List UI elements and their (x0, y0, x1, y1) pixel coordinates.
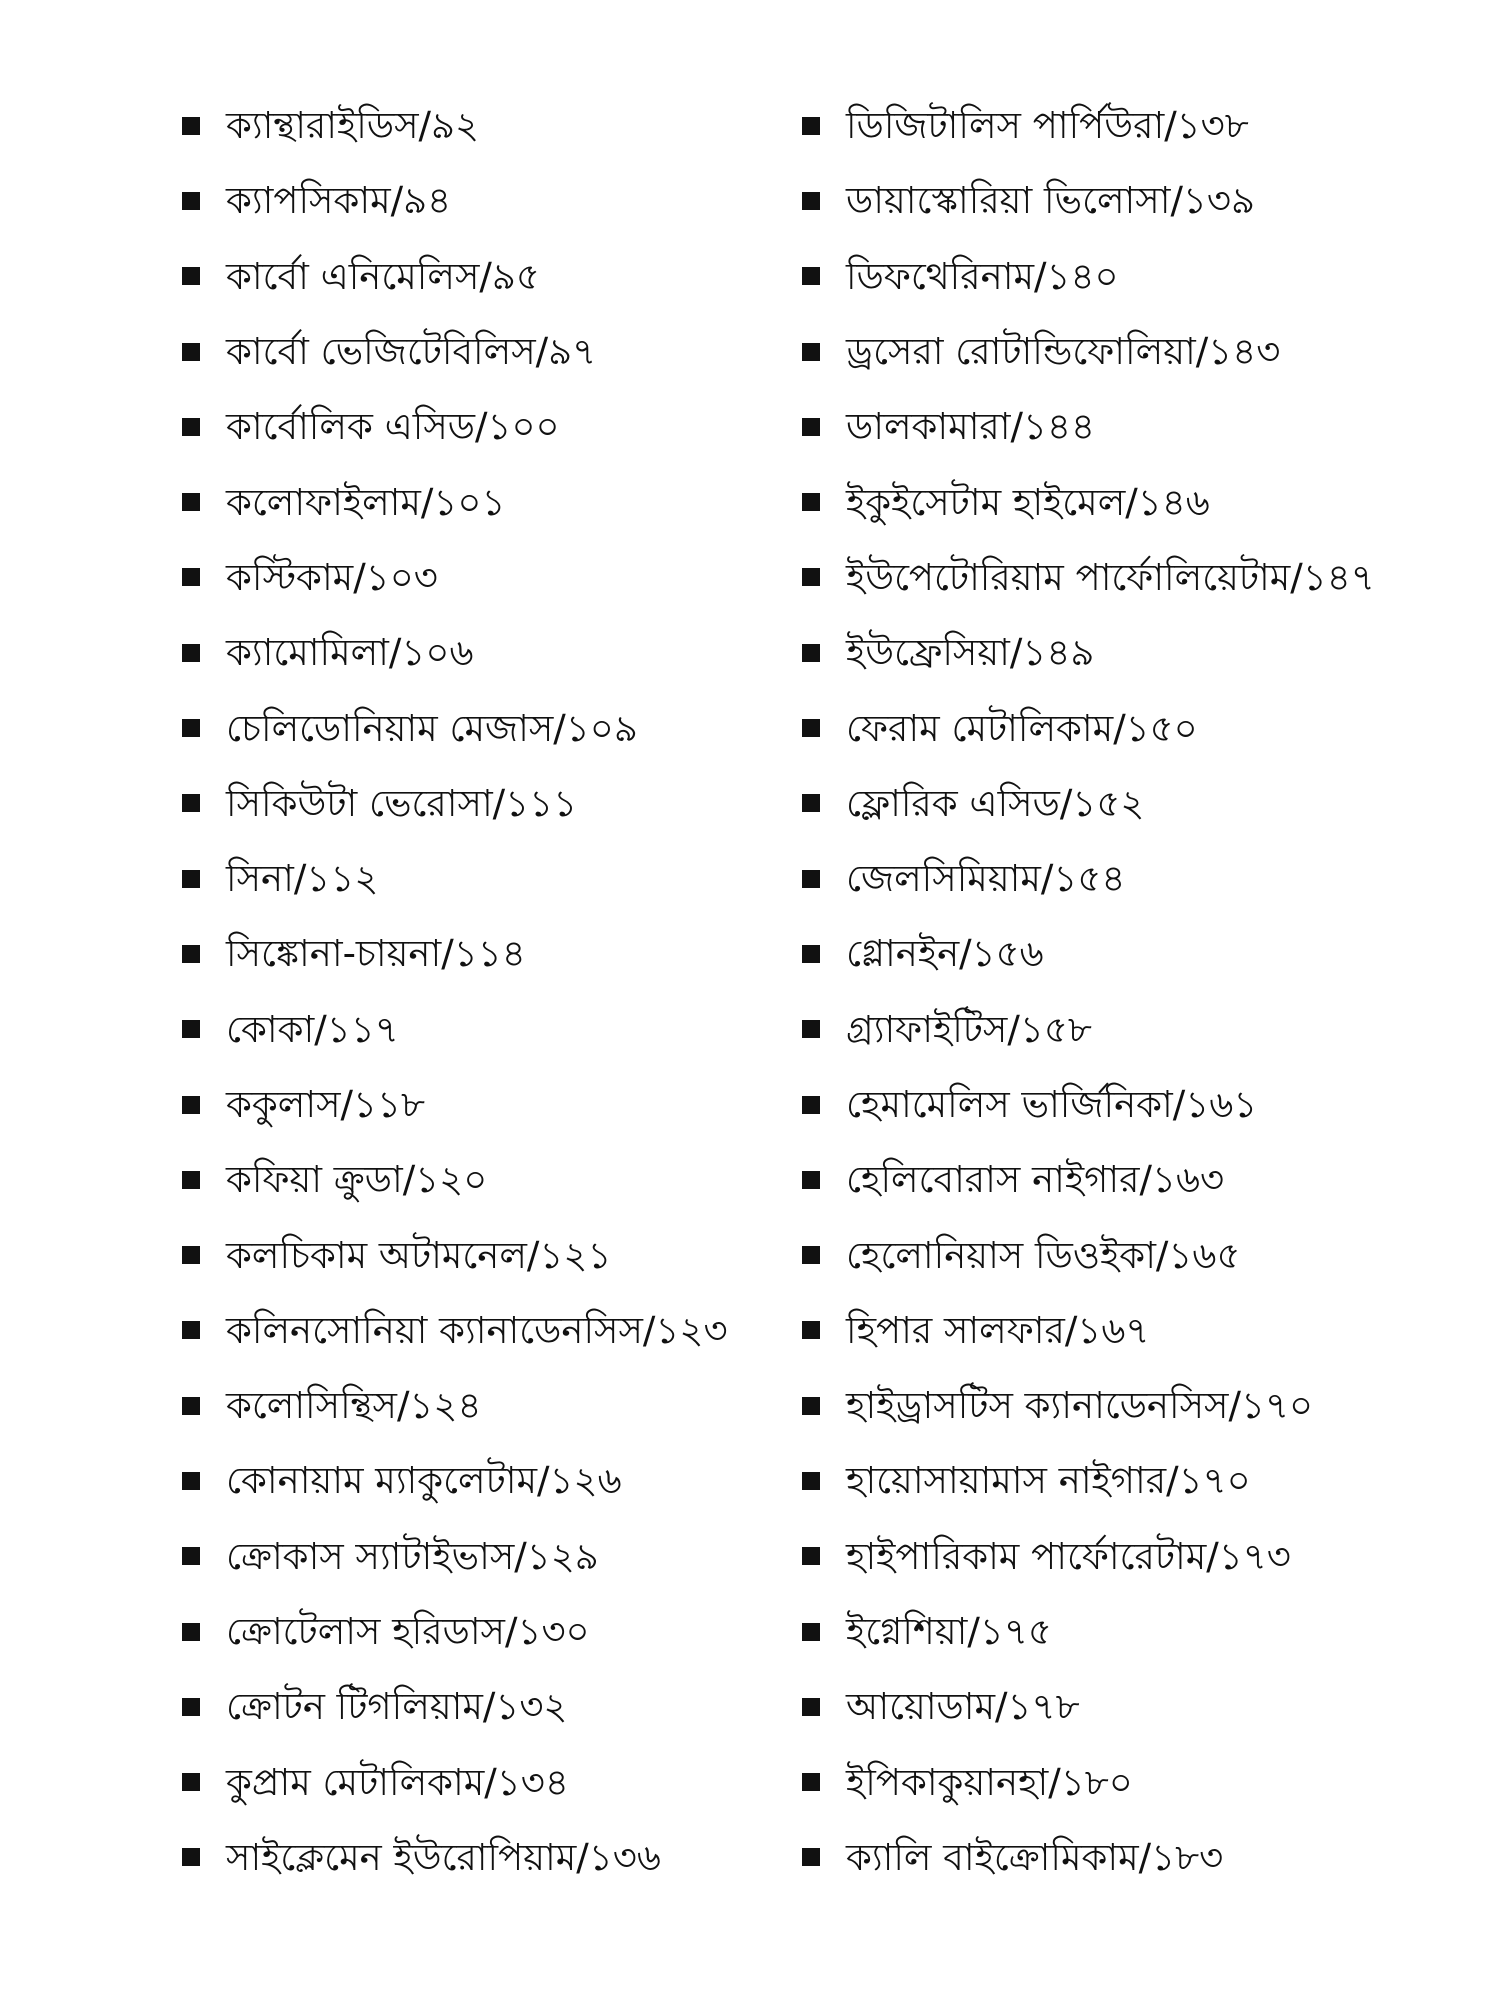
entry-text: সিকিউটা ভেরোসা/১১১ (226, 781, 578, 825)
square-bullet-icon (182, 1472, 200, 1490)
square-bullet-icon (182, 1698, 200, 1716)
entry-text: সাইক্লেমেন ইউরোপিয়াম/১৩৬ (226, 1835, 661, 1879)
square-bullet-icon (182, 1246, 200, 1264)
index-entry (802, 1820, 1402, 1895)
entry-text: কোকা/১১৭ (226, 1007, 399, 1051)
index-entry (802, 1443, 1402, 1518)
entry-text: ক্রোটেলাস হরিডাস/১৩০ (226, 1610, 590, 1654)
index-entry (802, 766, 1402, 841)
square-bullet-icon (802, 1246, 820, 1264)
entry-text: কলোসিন্থিস/১২৪ (226, 1384, 482, 1428)
index-entry (182, 239, 782, 314)
entry-text: ডিজিটালিস পার্পিউরা/১৩৮ (846, 104, 1249, 148)
entry-text: কলচিকাম অটামনেল/১২১ (226, 1233, 612, 1277)
index-entry (182, 1820, 782, 1895)
square-bullet-icon (802, 1848, 820, 1866)
square-bullet-icon (182, 1397, 200, 1415)
index-entry (802, 540, 1402, 615)
index-entry (182, 1519, 782, 1594)
square-bullet-icon (182, 493, 200, 511)
index-entry (182, 389, 782, 464)
entry-text: ক্যালি বাইক্রোমিকাম/১৮৩ (846, 1835, 1224, 1879)
entry-text: গ্লোনইন/১৫৬ (846, 932, 1044, 976)
square-bullet-icon (182, 1321, 200, 1339)
square-bullet-icon (802, 192, 820, 210)
square-bullet-icon (802, 418, 820, 436)
index-entry (182, 1594, 782, 1669)
entry-text: হাইপারিকাম পার্ফোরেটাম/১৭৩ (846, 1534, 1291, 1578)
index-entry (802, 1067, 1402, 1142)
index-entry (182, 163, 782, 238)
entry-text: ডায়াস্কোরিয়া ভিলোসা/১৩৯ (846, 179, 1255, 223)
square-bullet-icon (802, 1547, 820, 1565)
square-bullet-icon (182, 1020, 200, 1038)
square-bullet-icon (182, 192, 200, 210)
square-bullet-icon (802, 1397, 820, 1415)
entry-text: ক্যান্থারাইডিস/৯২ (226, 104, 480, 148)
index-entry (802, 1745, 1402, 1820)
index-entry (802, 916, 1402, 991)
square-bullet-icon (802, 1773, 820, 1791)
index-entry (182, 766, 782, 841)
square-bullet-icon (182, 945, 200, 963)
entry-text: হাইড্রাসটিস ক্যানাডেনসিস/১৭০ (846, 1384, 1314, 1428)
square-bullet-icon (802, 117, 820, 135)
index-entry (802, 841, 1402, 916)
index-entry (182, 690, 782, 765)
index-entry (802, 88, 1402, 163)
index-entry (182, 1217, 782, 1292)
square-bullet-icon (182, 870, 200, 888)
entry-text: কলোফাইলাম/১০১ (226, 480, 506, 524)
square-bullet-icon (802, 1096, 820, 1114)
square-bullet-icon (802, 870, 820, 888)
index-entry (182, 464, 782, 539)
square-bullet-icon (802, 1698, 820, 1716)
square-bullet-icon (182, 117, 200, 135)
left-column-list (182, 88, 782, 1895)
index-entry (182, 88, 782, 163)
square-bullet-icon (182, 1171, 200, 1189)
index-entry (182, 1293, 782, 1368)
index-entry (802, 1519, 1402, 1594)
index-entry (802, 690, 1402, 765)
entry-text: কস্টিকাম/১০৩ (226, 555, 438, 599)
square-bullet-icon (802, 794, 820, 812)
square-bullet-icon (802, 945, 820, 963)
square-bullet-icon (802, 644, 820, 662)
index-entry (182, 1067, 782, 1142)
index-entry (802, 1142, 1402, 1217)
index-entry (182, 615, 782, 690)
square-bullet-icon (182, 343, 200, 361)
index-entry (182, 540, 782, 615)
entry-text: চেলিডোনিয়াম মেজাস/১০৯ (226, 706, 638, 750)
square-bullet-icon (802, 719, 820, 737)
square-bullet-icon (802, 343, 820, 361)
entry-text: আয়োডাম/১৭৮ (846, 1685, 1080, 1729)
entry-text: ইউফ্রেসিয়া/১৪৯ (846, 631, 1095, 675)
entry-text: কার্বো ভেজিটেবিলিস/৯৭ (226, 330, 597, 374)
entry-text: গ্র্যাফাইটিস/১৫৮ (846, 1007, 1092, 1051)
entry-text: ডালকামারা/১৪৪ (846, 405, 1095, 449)
entry-text: ক্রোকাস স্যাটাইভাস/১২৯ (226, 1534, 599, 1578)
index-entry (182, 992, 782, 1067)
entry-text: সিঙ্কোনা-চায়না/১১৪ (226, 932, 526, 976)
square-bullet-icon (802, 267, 820, 285)
square-bullet-icon (802, 1020, 820, 1038)
entry-text: ক্যাপসিকাম/৯৪ (226, 179, 452, 223)
square-bullet-icon (182, 1773, 200, 1791)
entry-text: জেলসিমিয়াম/১৫৪ (846, 857, 1126, 901)
square-bullet-icon (802, 568, 820, 586)
index-entry (182, 1142, 782, 1217)
entry-text: ড্রসেরা রোটান্ডিফোলিয়া/১৪৩ (846, 330, 1281, 374)
square-bullet-icon (182, 794, 200, 812)
square-bullet-icon (802, 1321, 820, 1339)
index-entry (182, 916, 782, 991)
square-bullet-icon (182, 1623, 200, 1641)
entry-text: ফ্লোরিক এসিড/১৫২ (846, 781, 1145, 825)
square-bullet-icon (802, 1472, 820, 1490)
right-column-list (802, 88, 1402, 1895)
index-entry (802, 1669, 1402, 1744)
index-entry (802, 1594, 1402, 1669)
index-entry (802, 239, 1402, 314)
square-bullet-icon (182, 1848, 200, 1866)
entry-text: সিনা/১১২ (226, 857, 379, 901)
index-entry (802, 1293, 1402, 1368)
entry-text: হেলিবোরাস নাইগার/১৬৩ (846, 1158, 1225, 1202)
entry-text: ডিফথেরিনাম/১৪০ (846, 254, 1119, 298)
square-bullet-icon (802, 493, 820, 511)
entry-text: কফিয়া ক্রুডা/১২০ (226, 1158, 488, 1202)
entry-text: হিপার সালফার/১৬৭ (846, 1308, 1150, 1352)
square-bullet-icon (182, 267, 200, 285)
index-entry (182, 1745, 782, 1820)
square-bullet-icon (182, 1547, 200, 1565)
square-bullet-icon (182, 719, 200, 737)
square-bullet-icon (182, 568, 200, 586)
entry-text: কার্বো এনিমেলিস/৯৫ (226, 254, 540, 298)
square-bullet-icon (802, 1623, 820, 1641)
index-entry (802, 389, 1402, 464)
entry-text: কোনায়াম ম্যাকুলেটাম/১২৬ (226, 1459, 622, 1503)
entry-text: ইকুইসেটাম হাইমেল/১৪৬ (846, 480, 1210, 524)
entry-text: ইগ্নেশিয়া/১৭৫ (846, 1610, 1052, 1654)
index-entry (182, 1669, 782, 1744)
square-bullet-icon (802, 1171, 820, 1189)
entry-text: ইউপেটোরিয়াম পার্ফোলিয়েটাম/১৪৭ (846, 555, 1375, 599)
entry-text: কলিনসোনিয়া ক্যানাডেনসিস/১২৩ (226, 1308, 728, 1352)
entry-text: ইপিকাকুয়ানহা/১৮০ (846, 1760, 1133, 1804)
entry-text: ফেরাম মেটালিকাম/১৫০ (846, 706, 1198, 750)
entry-text: হেমামেলিস ভার্জিনিকা/১৬১ (846, 1083, 1258, 1126)
square-bullet-icon (182, 1096, 200, 1114)
index-entry (802, 464, 1402, 539)
index-entry (802, 314, 1402, 389)
square-bullet-icon (182, 418, 200, 436)
index-entry (802, 992, 1402, 1067)
index-entry (802, 615, 1402, 690)
square-bullet-icon (182, 644, 200, 662)
entry-text: কার্বোলিক এসিড/১০০ (226, 405, 560, 449)
entry-text: হেলোনিয়াস ডিওইকা/১৬৫ (846, 1233, 1241, 1277)
index-entry (802, 163, 1402, 238)
entry-text: ক্রোটন টিগলিয়াম/১৩২ (226, 1685, 568, 1729)
entry-text: ক্যামোমিলা/১০৬ (226, 631, 474, 675)
entry-text: ককুলাস/১১৮ (226, 1083, 426, 1126)
index-entry (802, 1217, 1402, 1292)
index-entry (182, 314, 782, 389)
entry-text: কুপ্রাম মেটালিকাম/১৩৪ (226, 1760, 569, 1804)
index-entry (802, 1368, 1402, 1443)
index-entry (182, 1368, 782, 1443)
entry-text: হায়োসায়ামাস নাইগার/১৭০ (846, 1459, 1251, 1503)
index-entry (182, 841, 782, 916)
index-entry (182, 1443, 782, 1518)
